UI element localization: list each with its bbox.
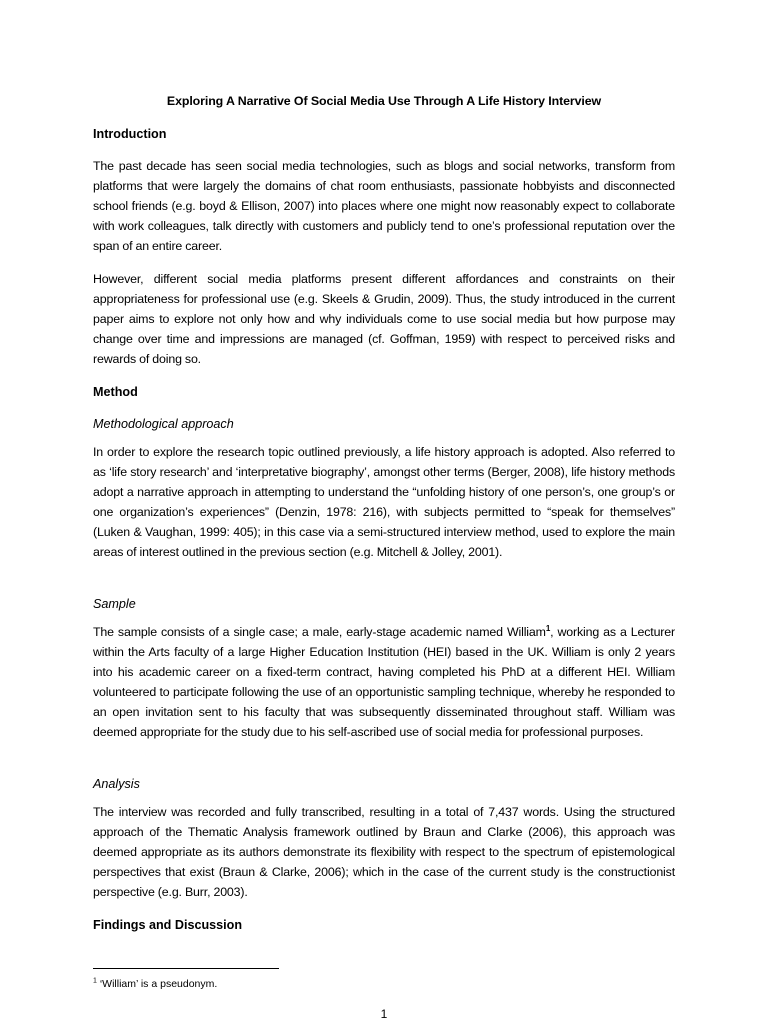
methodological-approach-paragraph: In order to explore the research topic outlined previously, a life history approach is adopted. Also referred to as ‘life story research’ and ‘interpretative biography’, amongst other terms (Berger, 2008), life history methods adopt a narrative approach in attempting to understand the “unfolding history of one person’s, one group’s or one organization’s experiences” (Denzin, 1978: 216), with subjects permitted to “speak for themselves” (Luken & Vaughan, 1999: 405); in this case via a semi-structured interview method, used to explore the main areas of interest outlined in the previous section (e.g. Mitchell & Jolley, 2001).	[93, 445, 675, 559]
footnote-reference: 1	[545, 623, 551, 633]
introduction-paragraph-1: The past decade has seen social media technologies, such as blogs and social networks, transform from platforms that were largely the domains of chat room enthusiasts, passionate hobbyists and disconnected school friends (e.g. boyd & Ellison, 2007) into places where one might now reasonably expect to collaborate with work colleagues, talk directly with customers and publicly tend to one’s professional reputation over the span of an entire career.	[93, 159, 675, 253]
sample-text-start: The sample consists of a single case; a male, early-stage academic named William	[93, 625, 546, 639]
analysis-heading: Analysis	[93, 777, 140, 791]
footnote-divider	[93, 968, 279, 969]
page-number: 1	[380, 1007, 388, 1021]
sample-text-end: , working as a Lecturer within the Arts faculty of a large Higher Education Institution (HEI) based in the UK. William is only 2 years into his academic career on a fixed-term contract, having completed his PhD at a different HEI. William volunteered to participate following the use of an opportunistic sampling technique, whereby he responded to an open invitation sent to his faculty that was subsequently disseminated throughout staff. William was deemed appropriate for the study due to his self-ascribed use of social media for professional purposes.	[93, 625, 676, 739]
footnote	[93, 977, 217, 991]
introduction-heading: Introduction	[93, 127, 167, 141]
method-heading: Method	[93, 385, 138, 399]
introduction-paragraph-2: However, different social media platforms present different affordances and constraints on their appropriateness for professional use (e.g. Skeels & Grudin, 2009). Thus, the study introduced in the current paper aims to explore not only how and why individuals come to use social media but how purpose may change over time and impressions are managed (cf. Goffman, 1959) with respect to perceived risks and rewards of doing so.	[93, 272, 675, 366]
sample-paragraph	[93, 622, 675, 742]
findings-heading: Findings and Discussion	[93, 918, 243, 932]
analysis-paragraph: The interview was recorded and fully transcribed, resulting in a total of 7,437 words. Using the structured approach of the Thematic Analysis framework outlined by Braun and Clarke (2006), this approach was deemed appropriate as its authors demonstrate its flexibility with respect to the spectrum of epistemological perspectives that exist (Braun & Clarke, 2006); which in the case of the current study is the constructionist perspective (e.g. Burr, 2003).	[93, 805, 675, 899]
footnote-marker: 1	[93, 977, 97, 985]
methodological-approach-heading: Methodological approach	[93, 417, 234, 431]
footnote-text: ‘William’ is a pseudonym.	[96, 978, 218, 990]
paper-title: Exploring A Narrative Of Social Media Use Through A Life History Interview	[166, 94, 602, 108]
sample-heading: Sample	[93, 597, 136, 611]
